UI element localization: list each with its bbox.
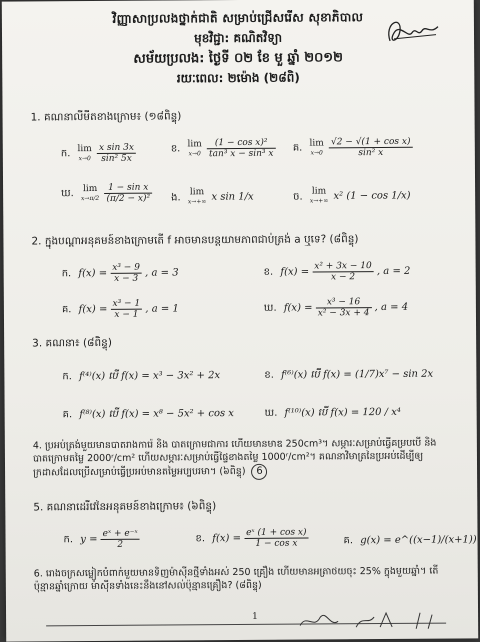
q3-item-c: [63, 406, 234, 422]
question-6-line-1: 6. រោងចក្រសម្លៀកបំពាក់មួយមានទិញម៉ាស៊ីនថ្មីទាំងអស់ 250 គ្រឿង ហើយមានអត្រាថយចុះ 25% ក្នុងមួយឆ្នាំ។ តើ: [33, 565, 439, 580]
q5-item-c: [343, 532, 476, 548]
item-label: ឃ.: [61, 188, 74, 200]
lim-subscript: x→+∞: [187, 198, 207, 206]
denominator: (π/2 − x)²: [106, 193, 151, 204]
denominator: sin² x: [358, 147, 384, 159]
question-3-title: 3. គណនា៖ (៨ពិន្ទុ): [32, 336, 112, 350]
function-name: g(x) =: [360, 534, 392, 547]
question-5-title: 5. គណនាដេរីវេនៃអនុគមន៍ខាងក្រោម៖ (៦ពិន្ទុ): [33, 500, 217, 514]
question-6-line-2: ប៉ុន្មានឆ្នាំក្រោយ ម៉ាស៊ីនទាំងនេះនឹងនៅសល់ប៉ុន្មានគ្រឿង? (៨ពិន្ទុ): [33, 579, 262, 593]
item-label: គ.: [61, 304, 72, 316]
lim-text: lim: [309, 137, 324, 149]
lim-text: lim: [187, 138, 202, 149]
item-label: ឃ.: [264, 407, 278, 419]
item-label: ខ.: [263, 266, 274, 278]
fraction: [329, 137, 413, 159]
question-4-line-2: បាតក្រោមតម្លៃ 2000ʳ/cm² ហើយសម្ភារៈសម្រាប់ធ្វើផ្ទៃខាងតម្លៃ 1000ʳ/cm²។ គណនាវិមាត្រនៃប្រអប់ដើម្បីឲ្យ: [32, 450, 424, 465]
q1-item-f: [293, 187, 410, 206]
q2-item-d: [264, 297, 408, 319]
numerator: eˣ + e⁻ˣ: [101, 529, 140, 540]
question-4-line-3: ក្រដាសដែលប្រើសម្រាប់ធ្វើប្រអប់មានតម្លៃអប្បបរមា។ (៦ពិន្ទុ): [33, 465, 246, 479]
fraction: [97, 143, 136, 164]
numerator: x³ − 9: [110, 263, 142, 274]
item-label: ខ.: [195, 533, 206, 545]
limit-operator: [77, 145, 91, 163]
handwritten-signature: [380, 13, 442, 51]
lim-text: lim: [77, 143, 92, 154]
q5-item-a: [63, 529, 139, 551]
item-label: ខ.: [264, 369, 274, 381]
numerator: 1 − sin x: [104, 183, 152, 194]
limit-operator: [310, 187, 329, 205]
exam-subject: មុខវិជ្ជា: គណិតវិទ្យា: [193, 30, 283, 46]
expression: x² (1 − cos 1/x): [333, 190, 411, 202]
lim-subscript: x→π/2: [81, 194, 100, 202]
denominator: 1 − cos x: [255, 538, 298, 549]
lim-subscript: x→0: [188, 149, 201, 157]
lim-text: lim: [82, 183, 98, 194]
question-6: [34, 564, 464, 593]
circled-score-mark: 6: [251, 464, 267, 480]
q3-item-b: [264, 367, 433, 383]
function-name: y =: [80, 534, 98, 546]
expression: f⁽⁶⁾(x) បើ f(x) = (1/7)x⁷ − sin 2x: [281, 368, 434, 381]
numerator: √2 − √(1 + cos x): [329, 137, 413, 149]
function-name: f(x) =: [283, 302, 313, 314]
denominator: x − 1: [114, 309, 139, 320]
q2-item-a: [62, 262, 179, 284]
exam-date: សម័យប្រលង: ថ្ងៃទី ០២ ខែ មួ ឆ្នាំ ២០១២: [133, 50, 343, 67]
exam-duration: រយៈពេល: ២ម៉ោង (២៨ពិ): [176, 70, 300, 86]
denominator: x − 3: [114, 273, 139, 284]
q1-item-d: [61, 183, 152, 205]
expression: f⁽⁸⁾(x) បើ f(x) = x⁸ − 5x² + cos x: [79, 408, 234, 421]
limit-operator: [309, 139, 323, 157]
item-label: ក.: [61, 268, 72, 280]
item-label: គ.: [343, 535, 354, 547]
limit-operator: [81, 184, 99, 202]
item-label: ឃ.: [263, 302, 277, 314]
denominator: x − 2: [330, 272, 356, 283]
denominator: tan³ x − sin³ x: [209, 148, 274, 160]
numerator: x sin 3x: [97, 143, 136, 154]
numerator: (1 − cos x)²: [207, 138, 276, 149]
item-label: ខ.: [170, 143, 181, 155]
expression: x sin 1/x: [211, 191, 254, 203]
question-2-title: 2. ក្នុងបណ្តាអនុគមន៍ខាងក្រោមតើ f អាចមានបន្តយាមភាពជាប់ត្រង់ a ឬទេ? (៨ពិន្ទុ): [31, 233, 359, 248]
fraction: [244, 528, 309, 549]
item-label: ច.: [293, 191, 303, 203]
page-number: 1: [252, 611, 258, 622]
limit-operator: [187, 140, 201, 158]
q1-item-b: [171, 138, 276, 160]
item-label: គ.: [292, 142, 303, 154]
q1-item-e: [171, 188, 254, 207]
lim-subscript: x→0: [78, 154, 91, 162]
lim-text: lim: [189, 187, 205, 198]
item-label: ង.: [171, 191, 181, 203]
denominator: 2: [117, 539, 124, 550]
point-value: , a = 4: [374, 301, 409, 314]
q5-item-b: [195, 528, 308, 550]
q2-item-b: [264, 261, 411, 283]
point-value: , a = 1: [145, 303, 179, 315]
handwritten-scribble: [296, 607, 446, 634]
numerator: x³ − 16: [316, 297, 372, 308]
limit-operator: [188, 188, 207, 206]
lim-subscript: x→0: [310, 148, 323, 157]
question-4: [33, 436, 463, 481]
q3-item-d: [265, 405, 401, 421]
denominator: sin² 5x: [101, 153, 132, 164]
item-label: គ.: [62, 409, 73, 421]
function-name: f(x) =: [78, 267, 108, 280]
fraction: [110, 263, 142, 284]
q1-item-a: [61, 143, 136, 165]
item-label: ក.: [60, 148, 71, 160]
fraction: [110, 299, 142, 320]
item-label: ក.: [63, 534, 74, 546]
function-name: f(x) =: [78, 303, 108, 316]
question-4-line-1: 4. ប្រអប់ត្រង់មួយមានបាតរាងការ៉េ និង បាតក្រោមជាការ ហើយមានមាឌ 250cm³។ សម្ភារៈសម្រាប់ធ្វើគម្របបើ និង: [32, 437, 437, 452]
fraction: [207, 138, 276, 159]
numerator: x³ − 1: [110, 299, 142, 310]
fraction: [104, 183, 152, 204]
fraction: [316, 297, 372, 318]
lim-text: lim: [311, 186, 327, 197]
q2-item-c: [62, 298, 179, 320]
item-label: ក.: [62, 371, 72, 383]
expression: f⁽¹⁰⁾(x) បើ f(x) = 120 / x⁴: [284, 406, 401, 419]
expression: e^((x−1)/(x+1)): [394, 534, 477, 546]
fraction: [312, 261, 374, 282]
denominator: x² − 3x + 4: [317, 308, 370, 319]
numerator: x² + 3x − 10: [312, 261, 374, 272]
question-1-title: 1. គណនាលីមីតខាងក្រោម៖ (១៨ពិន្ទុ): [30, 110, 182, 124]
point-value: , a = 2: [376, 265, 411, 278]
exam-paper: [2, 0, 478, 642]
point-value: , a = 3: [145, 267, 179, 279]
fraction: [101, 529, 140, 550]
function-name: f(x) =: [280, 266, 310, 278]
q3-item-a: [62, 368, 220, 384]
expression: f⁽⁴⁾(x) បើ f(x) = x³ − 3x² + 2x: [79, 370, 221, 383]
q1-item-c: [293, 137, 413, 159]
exam-header-title: វិញ្ញាសាប្រលងថ្នាក់ជាតិ សម្រាប់ជ្រើសរើស សុខាភិបាល: [112, 10, 364, 26]
lim-subscript: x→+∞: [309, 197, 329, 205]
function-name: f(x) =: [212, 532, 241, 545]
numerator: eˣ (1 + cos x): [244, 528, 308, 539]
